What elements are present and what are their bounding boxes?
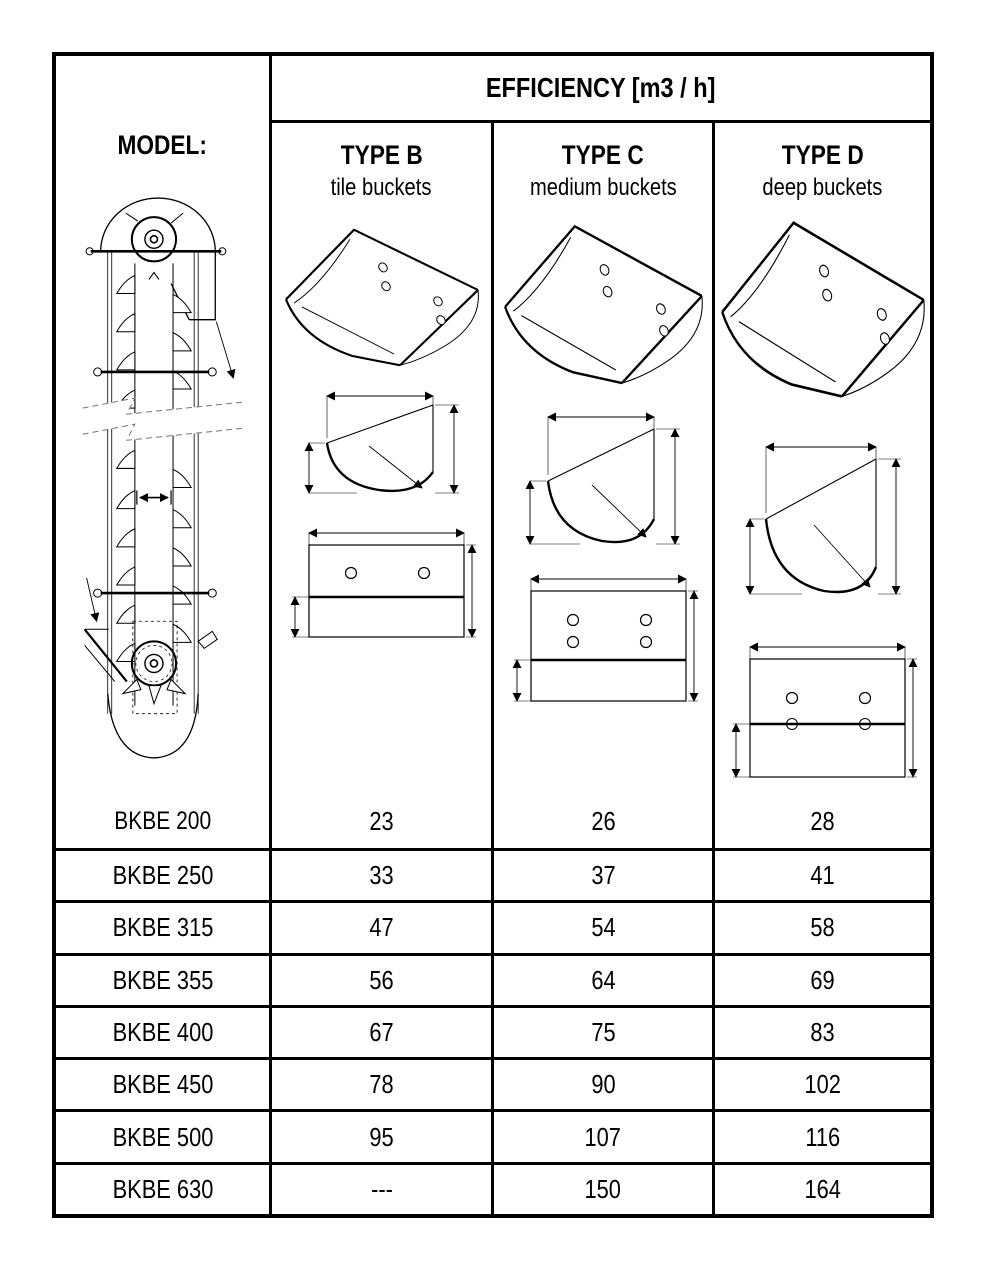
bucket-3d-drawing-type-c <box>501 222 706 407</box>
bucket-side-view-type-b <box>297 388 467 503</box>
efficiency-cell-type-b <box>272 1057 494 1109</box>
efficiency-value: 90 <box>590 1069 616 1100</box>
efficiency-value: 78 <box>369 1069 394 1100</box>
efficiency-value: 69 <box>810 964 835 995</box>
model-label: BKBE 500 <box>112 1121 213 1152</box>
efficiency-value: 67 <box>369 1016 394 1047</box>
bucket-elevator-drawing <box>82 191 244 769</box>
bucket-3d-drawing-type-b <box>282 226 482 386</box>
efficiency-cell-type-b <box>272 900 494 952</box>
efficiency-value: 47 <box>369 912 394 943</box>
type-b-title-label: TYPE B <box>340 140 423 170</box>
efficiency-value: 41 <box>810 860 835 891</box>
bucket-3d-drawing-type-d <box>718 218 928 423</box>
efficiency-cell-type-c <box>494 953 715 1005</box>
model-label: BKBE 200 <box>114 807 211 835</box>
efficiency-cell-type-b <box>272 953 494 1005</box>
efficiency-value: 56 <box>369 964 394 995</box>
efficiency-cell-type-b <box>272 1162 494 1214</box>
efficiency-value: 83 <box>810 1016 835 1047</box>
efficiency-cell-type-c <box>589 806 618 836</box>
efficiency-cell-type-d <box>715 953 930 1005</box>
efficiency-value: 64 <box>590 964 616 995</box>
efficiency-cell-type-c <box>494 1057 715 1109</box>
efficiency-value: 37 <box>590 860 616 891</box>
model-header-label: MODEL: <box>117 130 208 160</box>
efficiency-cell-type-c <box>494 848 715 900</box>
efficiency-cell-type-b <box>367 806 396 836</box>
model-column-cell <box>56 56 272 848</box>
type-b-subtitle-label: tile buckets <box>331 174 432 201</box>
efficiency-cell-type-d <box>808 806 837 836</box>
model-label: BKBE 400 <box>112 1016 213 1047</box>
type-d-title <box>774 139 872 171</box>
efficiency-value: 26 <box>590 806 616 836</box>
bucket-side-view-type-d <box>738 439 908 609</box>
model-cell <box>56 1005 272 1057</box>
type-c-title <box>554 139 652 171</box>
efficiency-cell-type-d <box>715 1162 930 1214</box>
type-c-subtitle-label: medium buckets <box>529 174 677 201</box>
type-c-title-label: TYPE C <box>562 140 644 170</box>
efficiency-cell-type-d <box>715 900 930 952</box>
bucket-side-view-type-c <box>518 409 688 559</box>
model-cell <box>56 1057 272 1109</box>
efficiency-header-label: EFFICIENCY [m3 / h] <box>486 72 716 103</box>
efficiency-cell-type-b <box>272 1109 494 1161</box>
model-label: BKBE 355 <box>112 964 213 995</box>
type-b-subtitle <box>321 174 441 202</box>
efficiency-value: 75 <box>590 1016 616 1047</box>
bucket-front-view-type-d <box>725 637 920 787</box>
efficiency-header-cell <box>272 56 930 123</box>
efficiency-cell-type-d <box>715 1109 930 1161</box>
model-cell <box>56 953 272 1005</box>
model-cell <box>56 900 272 952</box>
bucket-front-view-type-b <box>284 523 479 643</box>
efficiency-value: 116 <box>805 1121 840 1152</box>
model-cell <box>56 1109 272 1161</box>
type-d-title-label: TYPE D <box>781 140 864 170</box>
efficiency-value: 102 <box>804 1069 841 1100</box>
type-b-title <box>333 139 431 171</box>
efficiency-value: 28 <box>810 806 835 836</box>
efficiency-value: 107 <box>584 1121 622 1152</box>
bucket-front-view-type-c <box>506 569 701 709</box>
model-label: BKBE 250 <box>112 860 213 891</box>
model-header <box>109 130 215 161</box>
efficiency-value: 54 <box>590 912 616 943</box>
model-cell <box>56 1162 272 1214</box>
efficiency-cell-type-c <box>494 1162 715 1214</box>
type-c-column-cell <box>494 123 715 848</box>
type-d-column-cell <box>715 123 930 848</box>
efficiency-value: 150 <box>584 1173 622 1204</box>
efficiency-value: 95 <box>369 1121 394 1152</box>
efficiency-cell-type-b <box>272 848 494 900</box>
efficiency-value: 164 <box>804 1173 841 1204</box>
type-d-subtitle <box>751 174 894 202</box>
efficiency-cell-type-d <box>715 848 930 900</box>
type-d-subtitle-label: deep buckets <box>762 174 883 201</box>
efficiency-value: 58 <box>810 912 835 943</box>
efficiency-cell-type-c <box>494 1109 715 1161</box>
efficiency-cell-type-c <box>494 900 715 952</box>
efficiency-value: 33 <box>369 860 394 891</box>
efficiency-cell-type-d <box>715 1057 930 1109</box>
model-label: BKBE 315 <box>112 912 213 943</box>
model-label: BKBE 630 <box>112 1173 213 1204</box>
model-cell <box>56 848 272 900</box>
type-b-column-cell <box>272 123 494 848</box>
model-cell <box>105 806 220 836</box>
efficiency-value: --- <box>370 1173 393 1204</box>
type-c-subtitle <box>516 174 691 202</box>
efficiency-value: 23 <box>369 806 394 836</box>
efficiency-cell-type-b <box>272 1005 494 1057</box>
efficiency-cell-type-c <box>494 1005 715 1057</box>
efficiency-table <box>52 52 934 1218</box>
model-label: BKBE 450 <box>112 1069 213 1100</box>
efficiency-cell-type-d <box>715 1005 930 1057</box>
